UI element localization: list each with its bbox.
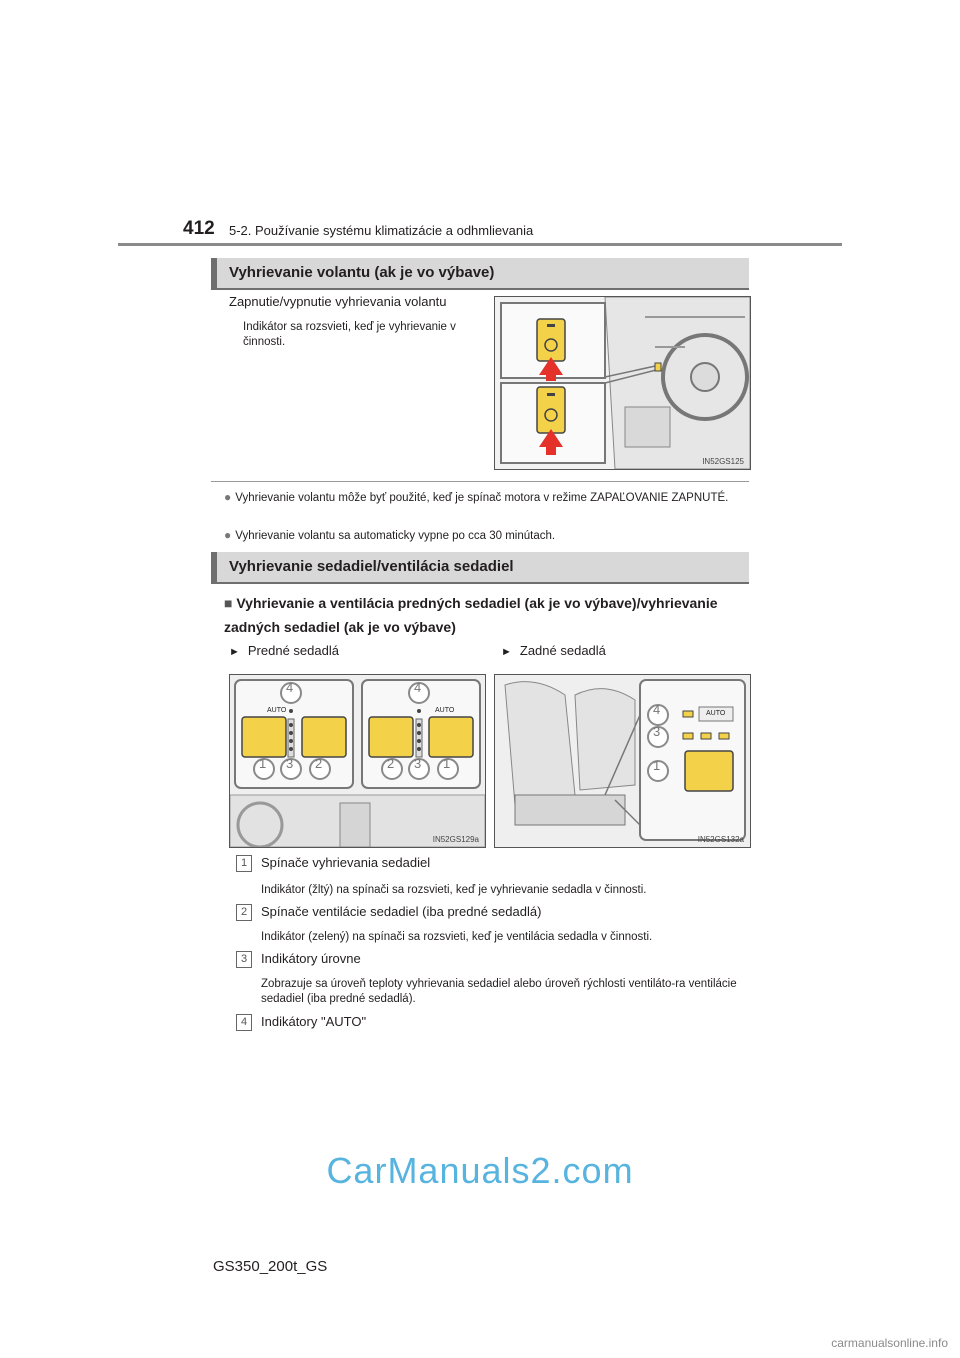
page-number: 412 — [183, 218, 215, 239]
section-heading-seats — [211, 552, 749, 582]
front-label-text: Predné sedadlá — [247, 643, 339, 658]
item-title: Indikátory "AUTO" — [261, 1014, 367, 1029]
callout-1: 1 — [259, 756, 267, 771]
footer-model: GS350_200t_GS — [213, 1258, 328, 1275]
callout-4: 4 — [653, 702, 661, 717]
bullet-text: Vyhrievanie volantu môže byť použité, keď je spínač motora v režime ZAPAĽOVANIE ZAPNUTÉ. — [235, 492, 729, 504]
item-title: Indikátory úrovne — [261, 951, 361, 966]
divider — [211, 481, 749, 482]
steering-caption-sub: Indikátor sa rozsvieti, keď je vyhrievanie v činnosti. — [243, 321, 456, 348]
callout-3: 3 — [286, 756, 294, 771]
square-bullet-icon: ■ — [224, 595, 233, 611]
section-title: Vyhrievanie sedadiel/ventilácia sedadiel — [229, 558, 514, 575]
item-desc: Zobrazuje sa úroveň teploty vyhrievania sedadiel alebo úroveň rýchlosti ventiláto-ra ventilácie sedadiel (iba predné sedadlá). — [261, 978, 737, 1005]
rear-seats-illustration — [494, 674, 751, 848]
subheading-text: Vyhrievanie a ventilácia predných sedadiel (ak je vo výbave)/vyhrievanie zadných sedadiel (ak je vo výbave) — [224, 595, 718, 635]
callout-2: 2 — [387, 756, 395, 771]
bullet-2 — [224, 528, 749, 544]
callout-4: 4 — [414, 680, 422, 695]
watermark: CarManuals2.com — [326, 1150, 634, 1191]
item-desc: Indikátor (žltý) na spínači sa rozsvieti, keď je vyhrievanie sedadla v činnosti. — [261, 884, 647, 896]
bullet-text: Vyhrievanie volantu sa automaticky vypne po cca 30 minútach. — [235, 530, 556, 542]
triangle-icon: ► — [229, 646, 240, 658]
item-desc: Indikátor (zelený) na spínači sa rozsvieti, keď je ventilácia sedadla v činnosti. — [261, 931, 653, 943]
auto-label: AUTO — [706, 710, 726, 717]
rear-label-text: Zadné sedadlá — [519, 643, 606, 658]
item-number: 1 — [236, 855, 252, 872]
callout-1: 1 — [443, 756, 451, 771]
chapter-title: 5-2. Používanie systému klimatizácie a odhmlievania — [229, 223, 534, 238]
front-seats-label — [229, 643, 339, 658]
subheading — [224, 591, 749, 639]
callout-2: 2 — [315, 756, 323, 771]
image-code: IN52GS129a — [432, 835, 479, 844]
image-code: IN52GS132a — [697, 835, 744, 844]
item-number: 3 — [236, 951, 252, 968]
steering-heater-illustration — [494, 296, 751, 470]
item-title: Spínače vyhrievania sedadiel — [261, 855, 431, 870]
auto-label: AUTO — [267, 707, 287, 714]
callout-1: 1 — [653, 758, 661, 773]
bullet-dot-icon: ● — [224, 490, 232, 504]
steering-caption: Zapnutie/vypnutie vyhrievania volantu — [229, 294, 447, 309]
image-code: IN52GS125 — [702, 457, 744, 466]
front-seats-illustration — [229, 674, 486, 848]
corner-watermark: carmanualsonline.info — [831, 1336, 948, 1350]
auto-label: AUTO — [435, 707, 455, 714]
triangle-icon: ► — [501, 646, 512, 658]
callout-4: 4 — [286, 680, 294, 695]
bullet-dot-icon: ● — [224, 528, 232, 542]
section-heading-steering — [211, 258, 749, 288]
item-number: 2 — [236, 904, 252, 921]
section-title: Vyhrievanie volantu (ak je vo výbave) — [229, 264, 495, 281]
callout-3: 3 — [414, 756, 422, 771]
rear-seats-label — [501, 643, 606, 658]
item-number: 4 — [236, 1014, 252, 1031]
callout-3: 3 — [653, 724, 661, 739]
item-title: Spínače ventilácie sedadiel (iba predné sedadlá) — [261, 904, 542, 919]
header-rule — [118, 243, 842, 246]
bullet-1 — [224, 490, 749, 506]
